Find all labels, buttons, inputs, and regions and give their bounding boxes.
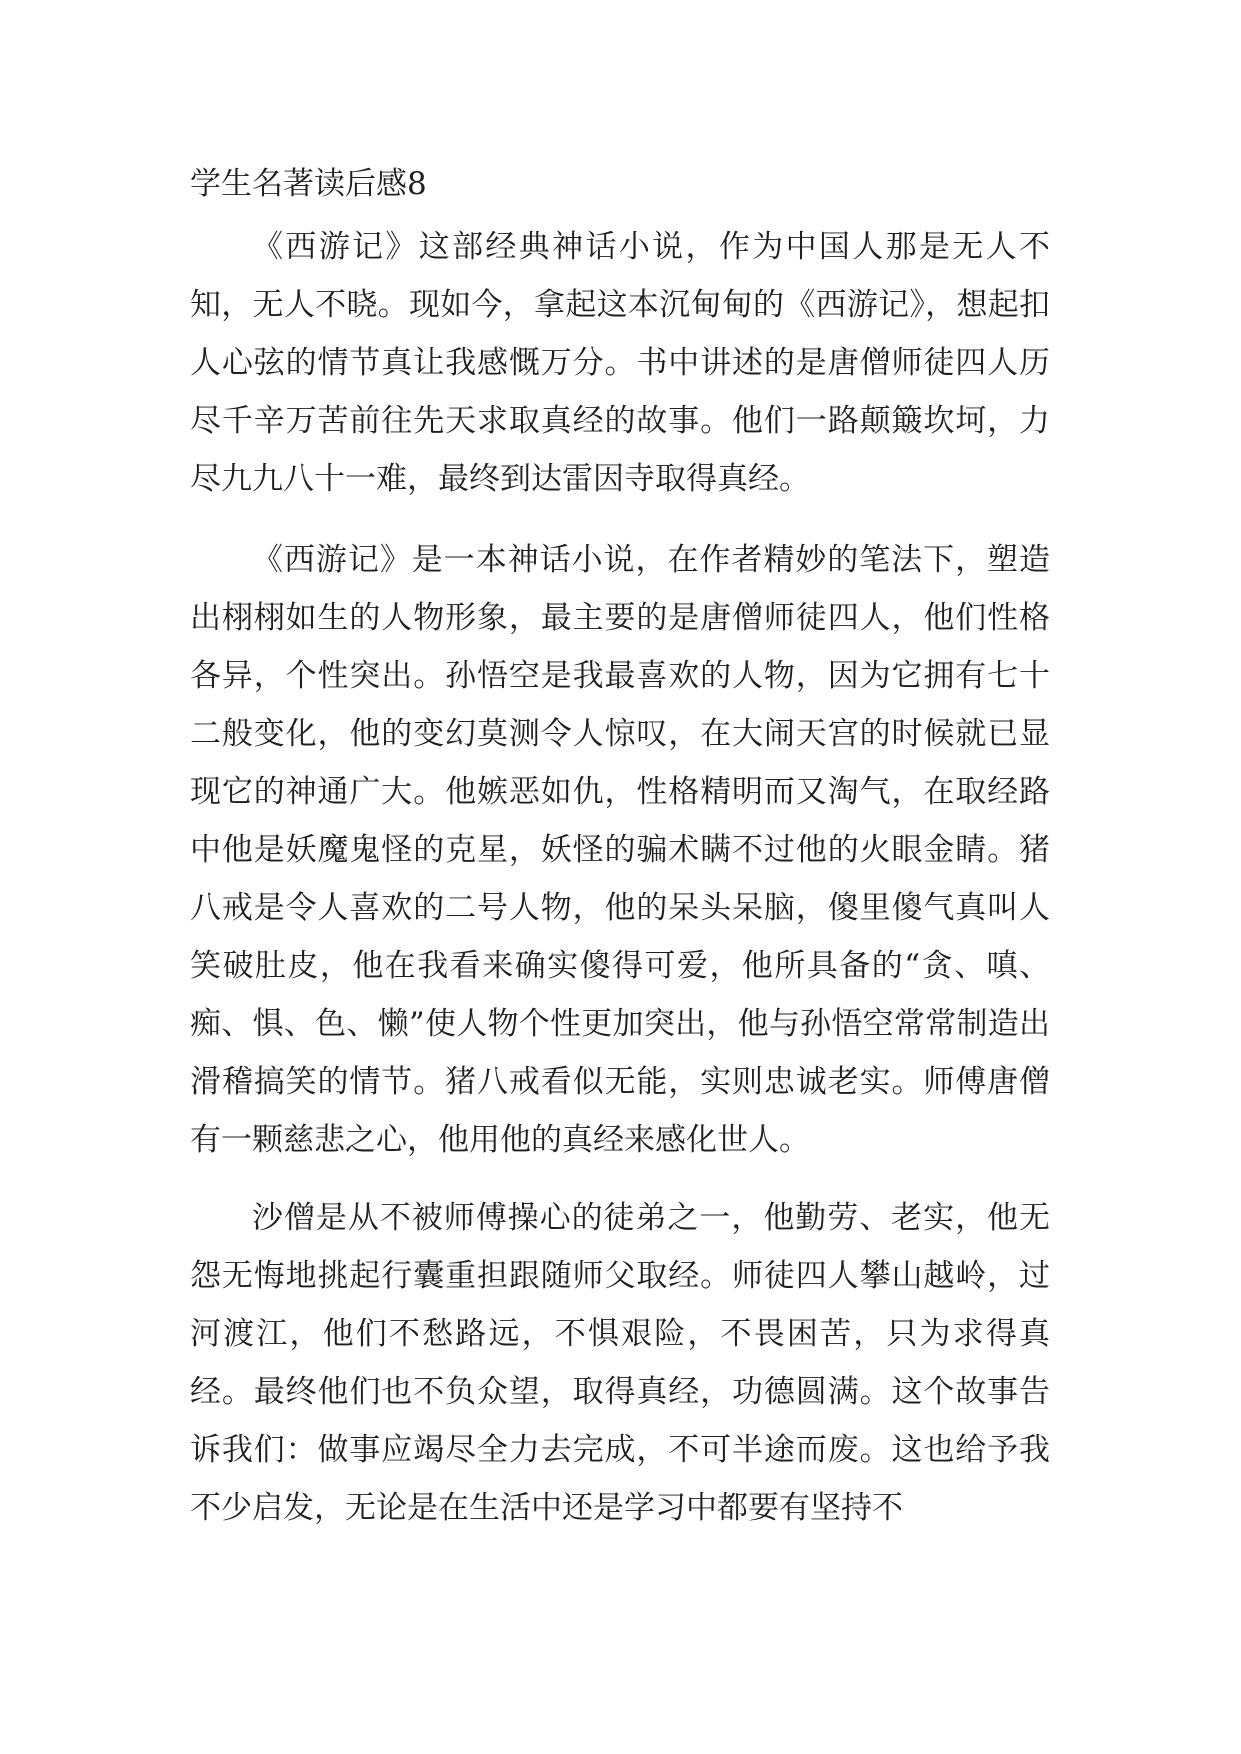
paragraph-2: 《西游记》是一本神话小说，在作者精妙的笔法下，塑造出栩栩如生的人物形象，最主要的是唐僧师徒四人，他们性格各异，个性突出。孙悟空是我最喜欢的人物，因为它拥有七十二般变化，他的变幻莫测令人惊叹，在大闹天宫的时候就已显现它的神通广大。他嫉恶如仇，性格精明而又淘气，在取经路中他是妖魔鬼怪的克星，妖怪的骗术瞒不过他的火眼金睛。猪八戒是令人喜欢的二号人物，他的呆头呆脑，傻里傻气真叫人笑破肚皮，他在我看来确实傻得可爱，他所具备的“贪、嗔、痴、惧、色、懒”使人物个性更加突出，他与孙悟空常常制造出滑稽搞笑的情节。猪八戒看似无能，实则忠诚老实。师傅唐僧有一颗慈悲之心，他用他的真经来感化世人。 [190,542,1050,1158]
paragraph-3: 沙僧是从不被师傅操心的徒弟之一，他勤劳、老实，他无怨无悔地挑起行囊重担跟随师父取经。师徒四人攀山越岭，过河渡江，他们不愁路远，不惧艰险，不畏困苦，只为求得真经。最终他们也不负众望，取得真经，功德圆满。这个故事告诉我们：做事应竭尽全力去完成，不可半途而废。这也给予我不少启发，无论是在生活中还是学习中都要有坚持不 [190,1200,1050,1526]
paragraph-1: 《西游记》这部经典神话小说，作为中国人那是无人不知，无人不晓。现如今，拿起这本沉甸甸的《西游记》，想起扣人心弦的情节真让我感慨万分。书中讲述的是唐僧师徒四人历尽千辛万苦前往先天求取真经的故事。他们一路颠簸坎坷，力尽九九八十一难，最终到达雷因寺取得真经。 [190,229,1050,497]
document-title: 学生名著读后感8 [190,166,427,202]
